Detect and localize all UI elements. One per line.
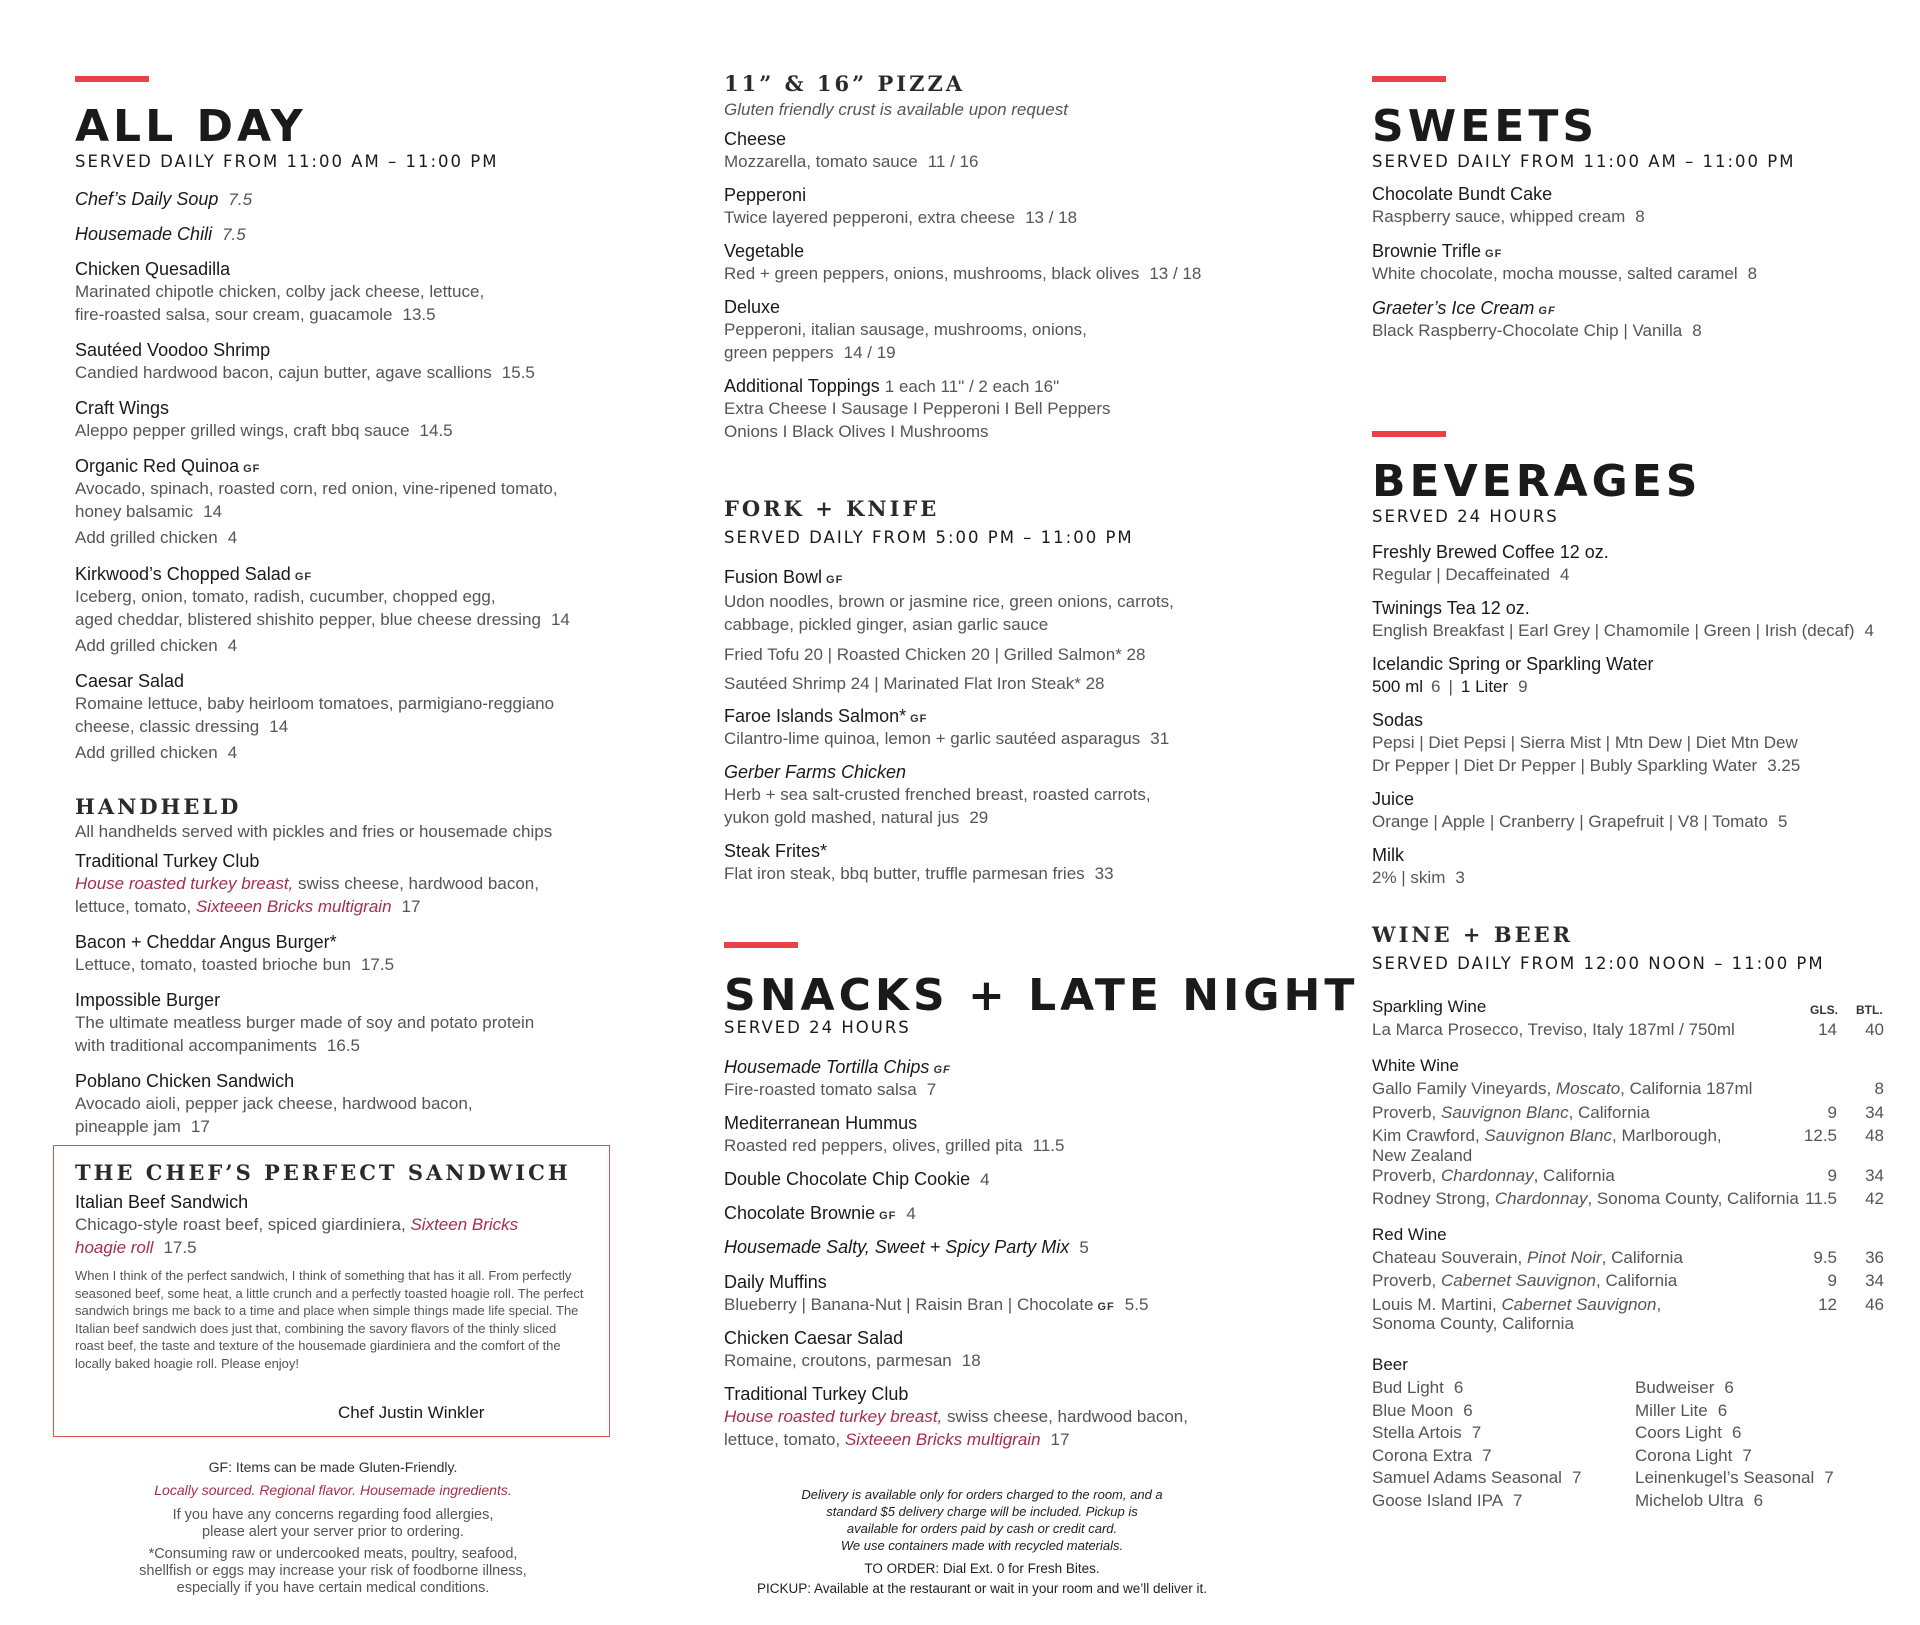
menu-item: Chocolate Brownie GF 4 [724, 1203, 916, 1223]
wine-glass-price: 11.5 [1805, 1189, 1837, 1208]
item-name: Twinings Tea 12 oz. [1372, 598, 1530, 618]
beer-item: Goose Island IPA 7 [1372, 1490, 1523, 1510]
wine-bottle-price: 34 [1865, 1271, 1884, 1290]
item-name: Deluxe [724, 297, 781, 317]
item-name: Additional Toppings 1 each 11" / 2 each 16" [724, 376, 1060, 396]
item-name: Traditional Turkey Club [724, 1384, 909, 1404]
item-desc: lettuce, tomato, Sixteeen Bricks multigrain 17 [75, 897, 421, 916]
item-name: Juice [1372, 789, 1415, 809]
add-on: Add grilled chicken 4 [75, 743, 238, 762]
menu-item: Double Chocolate Chip Cookie 4 [724, 1169, 990, 1189]
red-accent-bar [1372, 431, 1446, 437]
wine-beer-subtitle: SERVED DAILY FROM 12:00 NOON – 11:00 PM [1372, 954, 1825, 973]
menu-item: Chef’s Daily Soup 7.5 [75, 189, 253, 209]
beer-item: Corona Light 7 [1635, 1445, 1752, 1465]
item-desc: Candied hardwood bacon, cajun butter, agave scallions 15.5 [75, 363, 535, 382]
wine-beer-title: WINE + BEER [1372, 922, 1574, 947]
snacks-title: SNACKS + LATE NIGHT [724, 970, 1359, 1021]
pizza-title: 11” & 16” PIZZA [724, 71, 966, 96]
allergy-note: please alert your server prior to ordering. [202, 1524, 464, 1540]
item-desc: honey balsamic 14 [75, 502, 223, 521]
item-name: Chicken Caesar Salad [724, 1328, 904, 1348]
add-on: Add grilled chicken 4 [75, 636, 238, 655]
raw-note: especially if you have certain medical conditions. [176, 1580, 490, 1596]
handheld-title: HANDHELD [75, 794, 242, 819]
item-desc: Udon noodles, brown or jasmine rice, green onions, carrots, [724, 592, 1174, 611]
item-desc: Cilantro-lime quinoa, lemon + garlic sautéed asparagus 31 [724, 729, 1170, 748]
beverages-title: BEVERAGES [1372, 456, 1702, 507]
item-name: Icelandic Spring or Sparkling Water [1372, 654, 1654, 674]
item-desc: Pepsi | Diet Pepsi | Sierra Mist | Mtn Dew | Diet Mtn Dew [1372, 733, 1798, 752]
item-name: Gerber Farms Chicken [724, 762, 907, 782]
item-desc: Orange | Apple | Cranberry | Grapefruit | V8 | Tomato 5 [1372, 812, 1788, 831]
item-desc: lettuce, tomato, Sixteeen Bricks multigrain 17 [724, 1430, 1070, 1449]
wine-row: Kim Crawford, Sauvignon Blanc, Marlborough, [1372, 1126, 1722, 1145]
gf-note: GF: Items can be made Gluten-Friendly. [208, 1459, 458, 1475]
item-desc: Onions I Black Olives I Mushrooms [724, 422, 989, 441]
item-name: Chocolate Bundt Cake [1372, 184, 1553, 204]
sweets-subtitle: SERVED DAILY FROM 11:00 AM – 11:00 PM [1372, 152, 1796, 171]
item-name: Faroe Islands Salmon* GF [724, 706, 928, 726]
red-accent-bar [75, 76, 149, 82]
order-note: TO ORDER: Dial Ext. 0 for Fresh Bites. [864, 1561, 1100, 1576]
item-desc: Red + green peppers, onions, mushrooms, black olives 13 / 18 [724, 264, 1202, 283]
item-name: Milk [1372, 845, 1404, 865]
item-name: Steak Frites* [724, 841, 828, 861]
snacks-subtitle: SERVED 24 HOURS [724, 1018, 911, 1037]
chef-story: When I think of the perfect sandwich, I think of something that has it all. From perfectly seasoned beef, some heat, a little crunch and a perfectly toasted hoagie roll. The perfect sandwich brings me back to a time and place when simple things made life special. The Italian beef sandwich does just that, combining the savory flavors of the thinly sliced roast beef, the taste and texture of the housemade giardiniera and the comfort of the locally baked hoagie roll. Please enjoy! [75, 1268, 584, 1371]
menu-item: Housemade Salty, Sweet + Spicy Party Mix 5 [724, 1237, 1089, 1257]
item-desc: Marinated chipotle chicken, colby jack cheese, lettuce, [75, 282, 485, 301]
beer-item: Blue Moon 6 [1372, 1400, 1473, 1420]
wine-bottle-price: 42 [1865, 1189, 1884, 1208]
delivery-note: standard $5 delivery charge will be included. Pickup is [826, 1504, 1138, 1519]
wine-bottle-price: 46 [1865, 1294, 1884, 1314]
item-name: Kirkwood’s Chopped Salad GF [75, 564, 313, 584]
item-desc: 2% | skim 3 [1372, 868, 1465, 887]
item-name: Housemade Tortilla Chips GF [724, 1057, 951, 1077]
item-name: Vegetable [724, 241, 805, 261]
item-name: Sodas [1372, 710, 1424, 730]
raw-note: shellfish or eggs may increase your risk of foodborne illness, [139, 1563, 527, 1579]
item-name: Mediterranean Hummus [724, 1113, 918, 1133]
wine-category: Sparkling Wine [1372, 997, 1487, 1016]
allergy-note: If you have any concerns regarding food allergies, [172, 1507, 494, 1523]
red-accent-bar [1372, 76, 1446, 82]
item-desc: Blueberry | Banana-Nut | Raisin Bran | Chocolate GF 5.5 [724, 1295, 1149, 1314]
item-options: Fried Tofu 20 | Roasted Chicken 20 | Grilled Salmon* 28 [724, 645, 1146, 664]
item-name: Graeter’s Ice Cream GF [1372, 298, 1556, 318]
wine-row-cont: Sonoma County, California [1372, 1314, 1574, 1333]
handheld-subtitle: All handhelds served with pickles and fries or housemade chips [75, 822, 553, 841]
item-name: Impossible Burger [75, 990, 221, 1010]
wine-bottle-price: 34 [1865, 1165, 1884, 1185]
wine-row: Gallo Family Vineyards, Moscato, California 187ml [1372, 1079, 1753, 1098]
item-name: Cheese [724, 129, 787, 149]
wine-bottle-price: 48 [1865, 1126, 1884, 1145]
wine-row: Proverb, Sauvignon Blanc, California [1372, 1102, 1650, 1122]
delivery-note: We use containers made with recycled materials. [840, 1538, 1124, 1553]
wine-row: La Marca Prosecco, Treviso, Italy 187ml / 750ml [1372, 1020, 1735, 1039]
item-desc: Romaine lettuce, baby heirloom tomatoes, parmigiano-reggiano [75, 694, 555, 713]
item-name: Chicken Quesadilla [75, 259, 231, 279]
item-name: Fusion Bowl GF [724, 567, 844, 587]
item-desc: House roasted turkey breast, swiss cheese, hardwood bacon, [724, 1407, 1188, 1426]
item-options: Sautéed Shrimp 24 | Marinated Flat Iron Steak* 28 [724, 674, 1105, 693]
local-note: Locally sourced. Regional flavor. Housemade ingredients. [154, 1482, 512, 1498]
fork-knife-subtitle: SERVED DAILY FROM 5:00 PM – 11:00 PM [724, 528, 1134, 547]
wine-bottle-price: 36 [1865, 1247, 1884, 1267]
wine-glass-price: 9 [1827, 1102, 1837, 1122]
wine-glass-price: 9.5 [1813, 1247, 1837, 1267]
item-desc: Avocado aioli, pepper jack cheese, hardwood bacon, [75, 1094, 473, 1113]
pizza-subtitle: Gluten friendly crust is available upon request [724, 100, 1068, 119]
raw-note: *Consuming raw or undercooked meats, poultry, seafood, [148, 1546, 518, 1562]
pickup-note: PICKUP: Available at the restaurant or wait in your room and we’ll deliver it. [757, 1581, 1207, 1596]
wine-category: Red Wine [1372, 1224, 1447, 1244]
item-desc: with traditional accompaniments 16.5 [75, 1036, 360, 1055]
item-name: Freshly Brewed Coffee 12 oz. [1372, 542, 1609, 562]
all-day-subtitle: SERVED DAILY FROM 11:00 AM – 11:00 PM [75, 152, 499, 171]
wine-row: Rodney Strong, Chardonnay, Sonoma County, California [1372, 1189, 1799, 1208]
item-desc: 500 ml 6 | 1 Liter 9 [1372, 677, 1528, 696]
item-desc: green peppers 14 / 19 [724, 343, 896, 362]
beer-item: Corona Extra 7 [1372, 1445, 1492, 1465]
wine-glass-price: 12 [1818, 1294, 1837, 1314]
item-desc: Iceberg, onion, tomato, radish, cucumber, chopped egg, [75, 587, 496, 606]
beer-item: Leinenkugel’s Seasonal 7 [1635, 1468, 1834, 1487]
beer-item: Coors Light 6 [1635, 1423, 1742, 1442]
item-desc: Chicago-style roast beef, spiced giardiniera, Sixteen Bricks [75, 1215, 519, 1234]
item-desc: Avocado, spinach, roasted corn, red onion, vine-ripened tomato, [75, 479, 558, 498]
item-desc: yukon gold mashed, natural jus 29 [724, 808, 989, 827]
wine-row: Chateau Souverain, Pinot Noir, California [1372, 1247, 1683, 1267]
item-desc: House roasted turkey breast, swiss cheese, hardwood bacon, [75, 874, 539, 893]
beer-item: Miller Lite 6 [1635, 1400, 1728, 1420]
wine-row: Louis M. Martini, Cabernet Sauvignon, [1372, 1294, 1662, 1314]
beer-item: Samuel Adams Seasonal 7 [1372, 1468, 1582, 1487]
chef-signature: Chef Justin Winkler [338, 1403, 485, 1422]
sweets-title: SWEETS [1372, 101, 1599, 152]
item-desc: cheese, classic dressing 14 [75, 717, 289, 736]
item-name: Pepperoni [724, 185, 807, 205]
item-desc: Fire-roasted tomato salsa 7 [724, 1080, 937, 1099]
beer-item: Bud Light 6 [1372, 1378, 1464, 1397]
wine-category: White Wine [1372, 1056, 1459, 1075]
item-desc: Regular | Decaffeinated 4 [1372, 565, 1570, 584]
item-desc: Twice layered pepperoni, extra cheese 13 / 18 [724, 208, 1078, 227]
wine-row: Proverb, Cabernet Sauvignon, California [1372, 1271, 1678, 1290]
item-desc: Herb + sea salt-crusted frenched breast, roasted carrots, [724, 785, 1151, 804]
red-accent-bar [724, 942, 798, 948]
item-desc: Lettuce, tomato, toasted brioche bun 17.5 [75, 955, 395, 974]
item-desc: The ultimate meatless burger made of soy and potato protein [75, 1013, 535, 1032]
item-desc: fire-roasted salsa, sour cream, guacamole 13.5 [75, 305, 436, 324]
item-desc: Dr Pepper | Diet Dr Pepper | Bubly Sparkling Water 3.25 [1372, 756, 1801, 775]
item-desc: aged cheddar, blistered shishito pepper, blue cheese dressing 14 [75, 610, 570, 629]
delivery-note: Delivery is available only for orders charged to the room, and a [801, 1487, 1163, 1502]
item-desc: English Breakfast | Earl Grey | Chamomile | Green | Irish (decaf) 4 [1372, 621, 1874, 640]
wine-glass-price: 14 [1818, 1020, 1837, 1039]
item-desc: White chocolate, mocha mousse, salted caramel 8 [1372, 264, 1758, 283]
beer-item: Budweiser 6 [1635, 1378, 1734, 1397]
item-desc: cabbage, pickled ginger, asian garlic sauce [724, 615, 1049, 634]
item-desc: Romaine, croutons, parmesan 18 [724, 1351, 981, 1370]
wine-glass-price: 12.5 [1803, 1126, 1837, 1145]
item-desc: Black Raspberry-Chocolate Chip | Vanilla 8 [1372, 321, 1702, 340]
item-name: Caesar Salad [75, 671, 185, 691]
wine-bottle-price: 40 [1865, 1020, 1884, 1039]
beer-heading: Beer [1372, 1355, 1408, 1374]
wine-glass-price: 9 [1827, 1271, 1837, 1290]
wine-bottle-price: 34 [1865, 1102, 1884, 1122]
fork-knife-title: FORK + KNIFE [724, 496, 940, 521]
menu-item: Housemade Chili 7.5 [75, 224, 246, 244]
beer-item: Michelob Ultra 6 [1635, 1490, 1764, 1510]
delivery-note: available for orders paid by cash or credit card. [846, 1521, 1118, 1536]
beverages-subtitle: SERVED 24 HOURS [1372, 507, 1559, 526]
item-name: Organic Red Quinoa GF [75, 456, 261, 476]
item-desc: Aleppo pepper grilled wings, craft bbq sauce 14.5 [75, 421, 453, 440]
all-day-title: ALL DAY [75, 101, 307, 152]
gls-header: GLS. [1810, 1003, 1839, 1017]
item-desc: Mozzarella, tomato sauce 11 / 16 [724, 152, 979, 171]
wine-bottle-price: 8 [1874, 1079, 1884, 1098]
wine-row: Proverb, Chardonnay, California [1372, 1165, 1615, 1185]
btl-header: BTL. [1856, 1003, 1883, 1017]
add-on: Add grilled chicken 4 [75, 528, 238, 547]
item-name: Italian Beef Sandwich [75, 1192, 249, 1212]
item-desc: hoagie roll 17.5 [75, 1238, 197, 1257]
item-desc: Extra Cheese I Sausage I Pepperoni I Bell Peppers [724, 399, 1111, 418]
chef-box-title: THE CHEF’S PERFECT SANDWICH [75, 1160, 571, 1185]
beer-item: Stella Artois 7 [1372, 1423, 1482, 1442]
item-name: Bacon + Cheddar Angus Burger* [75, 932, 337, 952]
item-name: Daily Muffins [724, 1272, 827, 1292]
item-desc: Flat iron steak, bbq butter, truffle parmesan fries 33 [724, 864, 1114, 883]
item-desc: Roasted red peppers, olives, grilled pita 11.5 [724, 1136, 1065, 1155]
item-desc: pineapple jam 17 [75, 1117, 210, 1136]
item-desc: Raspberry sauce, whipped cream 8 [1372, 207, 1645, 226]
wine-glass-price: 9 [1827, 1165, 1837, 1185]
item-name: Traditional Turkey Club [75, 851, 260, 871]
item-name: Brownie Trifle GF [1372, 241, 1503, 261]
item-name: Sautéed Voodoo Shrimp [75, 340, 271, 360]
item-name: Craft Wings [75, 398, 170, 418]
item-desc: Pepperoni, italian sausage, mushrooms, onions, [724, 320, 1087, 339]
item-name: Poblano Chicken Sandwich [75, 1071, 295, 1091]
wine-row-cont: New Zealand [1372, 1145, 1473, 1165]
